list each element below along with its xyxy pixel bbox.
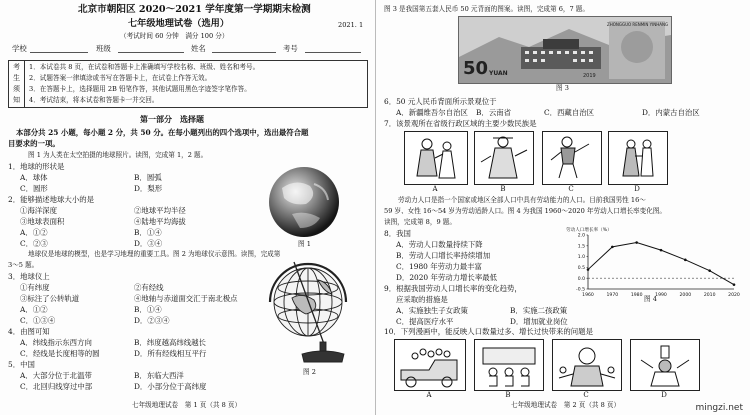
chart-data-point [684,259,687,262]
chart-y-label: 劳动人口增长率（%） [566,228,612,233]
question-4: 4．由图可知 [8,327,50,336]
chart-y-tick-label: 1.0 [577,255,585,261]
q2-item-3: ③地球表面积 [20,217,65,226]
q3-option-b: B．①④ [134,305,162,314]
chart-data-point [635,241,638,244]
question-5: 5．中国 [8,360,35,369]
q7-image-c [542,131,602,185]
q1-option-c: C．圆形 [20,184,48,193]
q2-item-4: ④陆地平均海拔 [134,217,186,226]
chart-x-tick-label: 1970 [606,293,619,298]
exam-page-2 [375,0,750,415]
field-number: 考号 [283,44,298,53]
q3-option-a: A．①② [20,305,48,314]
field-line [118,52,184,53]
q7-label-c: C [568,185,574,193]
field-line [30,52,88,53]
q4-option-c: C．经线是长度相等的圆 [20,349,100,358]
q6-option-b: B．云南省 [476,108,511,117]
q7-image-b [474,131,534,185]
part-instruction-cont: 目要求的一项。 [8,139,60,148]
q3-item-1: ①有纬度 [20,283,50,292]
banknote-denomination: 50 [463,58,489,79]
fig3-caption: 图 3 [556,84,569,92]
q1-option-b: B．圆弧 [134,173,162,182]
banknote-unit: YUAN [489,70,508,77]
field-line [212,52,276,53]
q8-option-c: C．1980 年劳动力最丰富 [396,262,482,271]
intro-fig4: 劳动力人口是指一个国家或地区全部人口中具有劳动能力的人口。目前我国男性 16～ [398,196,646,204]
question-7: 7．该景观所在省级行政区域的主要少数民族是 [384,119,537,128]
chart-y-tick-label: 1.5 [577,244,585,250]
q7-image-d [608,131,668,185]
q3-item-4: ④地轴与赤道面交汇于南北极点 [134,294,238,303]
intro-fig2-cont: 3～5 题。 [8,261,39,269]
chart-data-point [611,246,614,249]
q10-cartoon-d [630,339,700,391]
q10-cartoon-b [474,339,544,391]
notice-item: 2．试题答案一律填涂或书写在答题卡上，在试卷上作答无效。 [29,74,212,82]
q1-option-a: A．球体 [20,173,48,182]
q3-item-3: ③标注了公转轨道 [20,294,80,303]
q2-option-c: C．②③ [20,239,48,248]
q8-option-a: A．劳动人口数量持续下降 [396,240,483,249]
chart-y-tick-label: 0.5 [577,266,585,271]
exam-subtitle: 七年级地理试卷（选用） [128,18,230,29]
chart-data-point [587,268,590,271]
chart-y-tick-label: 0.0 [577,276,585,282]
notice-item: 3．在答题卡上，选择题用 2B 铅笔作答，其他试题用黑色字迹签字笔作答。 [29,85,251,93]
q2-option-b: B．①④ [134,228,162,237]
q10-cartoon-a [394,339,466,391]
earth-photo [262,166,346,238]
field-class: 班级 [96,44,111,53]
labor-growth-chart [562,223,742,301]
exam-title: 北京市朝阳区 2020～2021 学年度第一学期期末检测 [78,4,311,15]
q6-option-c: C．西藏自治区 [544,108,594,117]
q6-option-d: D．内蒙古自治区 [642,108,700,117]
q10-label-d: D [661,391,667,399]
notice-item: 1．本试卷共 8 页，在试卷和答题卡上准确填写学校名称、班级、姓名和考号。 [29,63,260,71]
globe-diagram [262,258,358,368]
fig2-caption: 图 2 [303,368,316,376]
q7-label-b: B [500,185,506,193]
exam-info: （考试时间 60 分钟 满分 100 分） [120,32,229,40]
q5-option-b: B．东临大西洋 [134,371,184,380]
chart-data-point [660,249,663,252]
q9-option-d: D．增加就业岗位 [510,317,568,326]
q7-label-a: A [432,185,438,193]
chart-y-tick-label: -0.5 [576,287,585,293]
q10-label-b: B [505,391,511,399]
question-8: 8．我国 [384,229,411,238]
intro-fig4-cont2: 读图，完成第 8，9 题。 [384,218,456,226]
chart-x-tick-label: 2020 [728,293,740,298]
intro-fig1: 图 1 为人类在太空拍摄的地球照片。读图，完成第 1，2 题。 [28,151,208,159]
fig4-caption: 图 4 [644,295,657,303]
notice-header: 考 生 须 知 [9,61,25,107]
q9-option-a: A．实施独生子女政策 [396,306,468,315]
q4-option-d: D．所有经线相互平行 [134,349,207,358]
q10-label-c: C [583,391,589,399]
part-title: 第一部分 选择题 [140,114,204,124]
chart-data-point [708,269,711,272]
exam-date: 2021. 1 [338,21,364,29]
notice-box [8,60,368,108]
q7-image-a [404,131,468,185]
question-3: 3．地球仪上 [8,272,50,281]
chart-x-tick-label: 2000 [679,293,692,298]
chart-x-tick-label: 1990 [655,293,667,298]
q1-option-d: D．梨形 [134,184,163,193]
question-9: 9．根据我国劳动人口增长率的变化趋势， [384,284,522,293]
q10-label-a: A [426,391,432,399]
q5-option-c: C．北回归线穿过中部 [20,382,93,391]
q3-option-c: C．①③④ [20,316,56,325]
chart-x-tick-label: 1960 [582,293,594,298]
q2-item-1: ①海洋深度 [20,206,57,215]
part-instruction: 本部分共 25 小题，每小题 2 分，共 50 分。在每小题列出的四个选项中，选出最符合题 [16,128,309,137]
q5-option-a: A．大部分位于北温带 [20,371,92,380]
q2-option-d: D．③④ [134,239,163,248]
q6-option-a: A．新疆维吾尔自治区 [396,108,468,117]
intro-fig4-cont: 59 岁、女性 16～54 岁为劳动适龄人口。图 4 为我国 1960～2020 年劳动人口增长率变化图。 [384,207,667,215]
question-10: 10．下列漫画中，能反映人口数量过多、增长过快带来的问题是 [384,327,593,336]
intro-fig3: 图 3 是我国第五套人民币 50 元背面的图案。读图，完成第 6，7 题。 [384,5,589,13]
banknote-year: 2019 [583,73,596,79]
q2-item-2: ②地球平均半径 [134,206,186,215]
question-6: 6．50 元人民币背面所示景观位于 [384,97,497,106]
site-watermark: mingzi.net [695,403,743,413]
chart-x-tick-label: 2010 [703,293,716,298]
q3-option-d: D．②③④ [134,316,170,325]
q2-option-a: A．①② [20,228,48,237]
q4-option-a: A．纬线指示东西方向 [20,338,92,347]
field-name: 姓名 [191,44,206,53]
chart-y-tick-label: 2.0 [577,233,585,239]
q4-option-b: B．纬度越高纬线越长 [134,338,206,347]
q9-option-b: B．实施二孩政策 [510,306,568,315]
question-2: 2．能够描述地球大小的是 [8,195,95,204]
question-9-cont: 应采取的措施是 [396,295,448,304]
fig1-caption: 图 1 [298,240,311,248]
q8-option-d: D．2020 年劳动力增长率最低 [396,273,497,282]
q5-option-d: D．小部分位于高纬度 [134,382,207,391]
q7-label-d: D [634,185,640,193]
q8-option-b: B．劳动人口增长率持续增加 [396,251,491,260]
notice-item: 4．考试结束，将本试卷和答题卡一并交回。 [29,96,159,104]
page-footer: 七年级地理试卷 第 2 页（共 8 页） [511,401,621,409]
chart-data-point [733,283,736,286]
question-1: 1．地球的形状是 [8,162,65,171]
field-line [305,52,361,53]
intro-fig2: 地球仪是地球的模型，也是学习地理的重要工具。图 2 为地球仪示意图。读图，完成第 [28,250,281,258]
page-footer: 七年级地理试卷 第 1 页（共 8 页） [132,401,242,409]
banknote-bank-name: ZHONGGUO RENMIN YINHANG [607,22,669,27]
chart-x-tick-label: 1980 [630,293,643,298]
q10-cartoon-c [552,339,622,391]
q9-option-c: C．提高医疗水平 [396,317,454,326]
banknote-image [458,16,672,84]
q3-item-2: ②有经线 [134,283,164,292]
field-school: 学校 [12,44,27,53]
